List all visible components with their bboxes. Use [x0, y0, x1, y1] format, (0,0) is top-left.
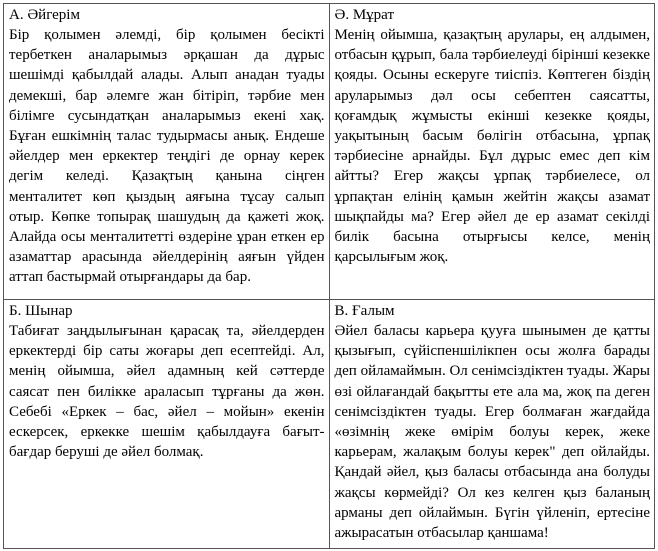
opinion-cell-murat [329, 4, 655, 300]
opinions-table [3, 3, 655, 549]
opinion-cell-aigerim [4, 4, 330, 300]
table-row [4, 300, 655, 549]
opinion-text: Бір қолымен әлемді, бір қолымен бесікті тербеткен аналарымыз әрқашан да дұрыс шешімді қабылдай алады. Алып анадан туады демекші, бар әлемге жан бітіріп, тәрбие мен білімге сусындатқан аналарымыз екені хақ. Бұған ешкімнің талас тудырмасы анық. Ендеше әйелдер мен еркектер теңдігі де орнау керек дегім келеді. Қазақтың қанына сіңген менталитет көп қыздың аяғына тұсау салып отыр. Көпке топырақ шашудың да қажеті жоқ. Алайда осы менталитетті өздеріне ұран еткен ер азаматтар арасында әйелдерінің аяғын үйден аттап бастырмай отырғандары да бар. [9, 27, 325, 286]
opinion-cell-shynar [4, 300, 330, 549]
speaker-name: А. Әйгерім [9, 7, 80, 23]
opinion-text: Табиғат заңдылығынан қарасақ та, әйелдерден еркектерді бір саты жоғары деп есептейді. Ал, менің ойымша, әйел адамның кей сәттерде саясат пен билікке араласып тұрғаны да жөн. Себебі «Еркек – бас, әйел – мойын» екенін ескерсек, еркекке шешім қабылдауға бағыт-бағдар беруші де әйел болмақ. [9, 323, 325, 461]
opinion-cell-galym [329, 300, 655, 549]
opinion-text: Әйел баласы карьера қууға шынымен де қатты қызығып, сүйіспеншілікпен осы жолға барады деп ойламаймын. Ол сенімсіздіктен туады. Жары өзі ойлағандай бақытты ете ала ма, жоқ па деген сенімсіздіктен туады. Егер болмаған жағдайда «өзімнің жеке өмірім болуы керек, жеке карьерам, жалақым болуы керек" деп ойлайды. Қандай әйел, қыз баласы отбасында ана болуды жақсы көрмейді? Ол кез келген қыз баланың арманы деп ойлаймын. Бүгін үйленіп, ертесіне ажырасатын отбасылар қаншама! [334, 323, 650, 542]
speaker-name: Б. Шынар [9, 303, 73, 319]
opinion-text: Менің ойымша, қазақтың арулары, ең алдымен, отбасын құрып, бала тәрбиелеуді бірінші кезекке қояды. Осыны ескеруге тиіспіз. Көптеген біздің аруларымыз дәл осы себептен саясатты, қоғамдық жұмысты екінші кезекке қояды, уақытының басым бөлігін отбасына, ұрпақ тәрбиесіне арнайды. Бұл дұрыс емес деп кім айтты? Егер жақсы ұрпақ тәрбиелесе, ол ұрпақтан елінің қамын жейтін жақсы азамат шықпайды ма? Егер әйел де ер азамат секілді билік басына отырғысы келсе, менің қарсылығым жоқ. [334, 27, 650, 266]
speaker-name: В. Ғалым [334, 303, 395, 319]
table-row [4, 4, 655, 300]
speaker-name: Ә. Мұрат [334, 7, 394, 23]
